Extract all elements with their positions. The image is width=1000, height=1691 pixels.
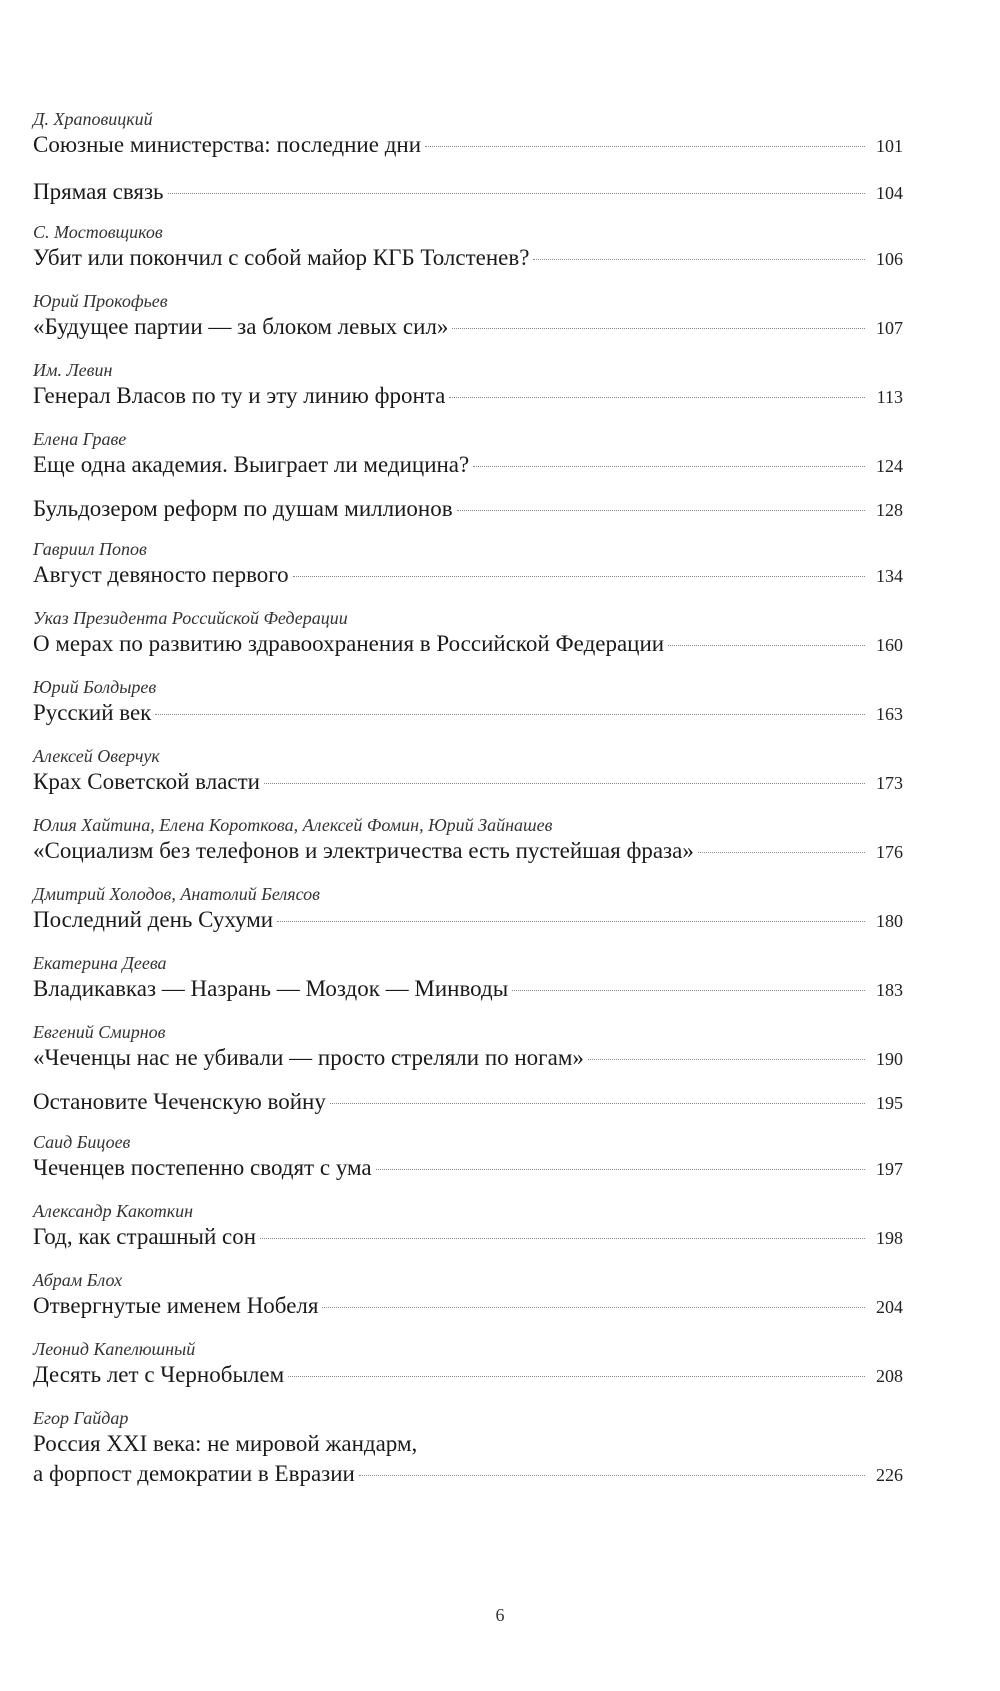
entry-title: Остановите Чеченскую войну	[33, 1089, 326, 1114]
entry-author: Алексей Оверчук	[33, 746, 160, 766]
entry-page: 195	[876, 1093, 903, 1113]
dot-leader	[425, 146, 865, 147]
dot-leader	[260, 1238, 865, 1239]
entry-title: Десять лет с Чернобылем	[33, 1362, 285, 1387]
entry-title: «Чеченцы нас не убивали — просто стреляли по ногам»	[33, 1045, 584, 1070]
dot-leader	[376, 1169, 865, 1170]
toc-entry	[33, 607, 903, 659]
entry-page: 183	[876, 980, 903, 1000]
dot-leader	[473, 466, 865, 467]
entry-author: Гавриил Попов	[33, 539, 147, 559]
entry-author: Елена Граве	[33, 429, 127, 449]
entry-line	[33, 836, 903, 866]
entry-page: 113	[876, 387, 903, 407]
dot-leader	[277, 921, 865, 922]
entry-line	[33, 1291, 903, 1321]
dot-leader	[322, 1307, 865, 1308]
entry-page: 208	[876, 1366, 903, 1386]
entry-page: 128	[876, 500, 903, 520]
entry-page: 106	[876, 249, 903, 269]
entry-author: Леонид Капелюшный	[33, 1339, 196, 1359]
entry-page: 160	[876, 635, 903, 655]
entry-title-line-2: а форпост демократии в Евразии	[33, 1461, 355, 1486]
toc-entry	[33, 177, 903, 207]
entry-line	[33, 767, 903, 797]
entry-line	[33, 243, 903, 273]
entry-line	[33, 1087, 903, 1117]
entry-title: «Будущее партии — за блоком левых сил»	[33, 314, 449, 339]
dot-leader	[588, 1059, 865, 1060]
entry-title: Отвергнутые именем Нобеля	[33, 1293, 319, 1318]
entry-page: 107	[876, 318, 903, 338]
dot-leader	[698, 852, 865, 853]
entry-author: Александр Какоткин	[33, 1201, 194, 1221]
dot-leader	[452, 328, 865, 329]
toc-entry	[33, 1338, 903, 1390]
entry-line	[33, 177, 903, 207]
dot-leader	[330, 1103, 865, 1104]
entry-line	[33, 1043, 903, 1073]
entry-page: 198	[876, 1228, 903, 1248]
entry-author: Юрий Прокофьев	[33, 291, 168, 311]
toc-entry	[33, 494, 903, 524]
entry-title: Крах Советской власти	[33, 769, 260, 794]
entry-author: Указ Президента Российской Федерации	[33, 608, 348, 628]
entry-line	[33, 905, 903, 935]
entry-title: Генерал Власов по ту и эту линию фронта	[33, 383, 446, 408]
entry-author: Екатерина Деева	[33, 953, 167, 973]
toc-entry	[33, 883, 903, 935]
entry-page: 226	[876, 1465, 903, 1485]
toc-entry	[33, 1269, 903, 1321]
entry-author: Дмитрий Холодов, Анатолий Белясов	[33, 884, 320, 904]
entry-line	[33, 698, 903, 728]
dot-leader	[668, 645, 865, 646]
entry-line	[33, 560, 903, 590]
entry-page: 124	[876, 456, 903, 476]
entry-title: «Социализм без телефонов и электричества есть пустейшая фраза»	[33, 838, 694, 863]
entry-line	[33, 312, 903, 342]
toc-entry	[33, 1200, 903, 1252]
entry-title: Чеченцев постепенно сводят с ума	[33, 1155, 372, 1180]
entry-line	[33, 1459, 903, 1489]
entry-title: Год, как страшный сон	[33, 1224, 257, 1249]
toc-entry	[33, 1407, 903, 1489]
entry-title: Союзные министерства: последние дни	[33, 132, 422, 157]
entry-line	[33, 1153, 903, 1183]
dot-leader	[512, 990, 865, 991]
entry-page: 104	[876, 183, 903, 203]
toc-entry	[33, 814, 903, 866]
toc-entry	[33, 952, 903, 1004]
entry-author: Евгений Смирнов	[33, 1022, 166, 1042]
entry-title-line-1: Россия XXI века: не мировой жандарм,	[33, 1431, 418, 1456]
dot-leader	[359, 1475, 865, 1476]
entry-page: 180	[876, 911, 903, 931]
entry-title: Прямая связь	[33, 179, 164, 204]
toc-entry	[33, 108, 903, 160]
entry-title: Последний день Сухуми	[33, 907, 274, 932]
toc-entry	[33, 1087, 903, 1117]
entry-line	[33, 450, 903, 480]
dot-leader	[264, 783, 865, 784]
dot-leader	[449, 397, 865, 398]
entry-title: О мерах по развитию здравоохранения в Российской Федерации	[33, 631, 665, 656]
dot-leader	[533, 259, 865, 260]
entry-author: Абрам Блох	[33, 1270, 123, 1290]
page-number: 6	[495, 1605, 505, 1625]
entry-author: Им. Левин	[33, 360, 113, 380]
entry-title: Русский век	[33, 700, 152, 725]
dot-leader	[293, 576, 865, 577]
entry-line	[33, 974, 903, 1004]
entry-line	[33, 381, 903, 411]
entry-page: 101	[876, 136, 903, 156]
entry-page: 197	[876, 1159, 903, 1179]
entry-title: Бульдозером реформ по душам миллионов	[33, 496, 453, 521]
entry-author: Егор Гайдар	[33, 1408, 129, 1428]
toc-entry	[33, 221, 903, 273]
table-of-contents	[33, 108, 903, 1489]
entry-line	[33, 130, 903, 160]
entry-page: 190	[876, 1049, 903, 1069]
entry-author: Юрий Болдырев	[33, 677, 157, 697]
entry-author: Д. Храповицкий	[33, 109, 153, 129]
dot-leader	[457, 510, 865, 511]
dot-leader	[155, 714, 865, 715]
entry-author: С. Мостовщиков	[33, 222, 163, 242]
toc-entry	[33, 1131, 903, 1183]
entry-line	[33, 494, 903, 524]
toc-entry	[33, 428, 903, 480]
entry-page: 176	[876, 842, 903, 862]
entry-title: Еще одна академия. Выиграет ли медицина?	[33, 452, 470, 477]
entry-page: 204	[876, 1297, 903, 1317]
dot-leader	[168, 193, 865, 194]
toc-entry	[33, 1021, 903, 1073]
entry-title: Убит или покончил с собой майор КГБ Толстенев?	[33, 245, 530, 270]
entry-page: 173	[876, 773, 903, 793]
dot-leader	[288, 1376, 865, 1377]
entry-author: Саид Бицоев	[33, 1132, 131, 1152]
toc-entry	[33, 359, 903, 411]
entry-line	[33, 1222, 903, 1252]
entry-page: 163	[876, 704, 903, 724]
entry-title: Владикавказ — Назрань — Моздок — Минводы	[33, 976, 509, 1001]
toc-entry	[33, 290, 903, 342]
entry-line	[33, 629, 903, 659]
toc-entry	[33, 676, 903, 728]
entry-line	[33, 1360, 903, 1390]
toc-entry	[33, 745, 903, 797]
entry-page: 134	[876, 566, 903, 586]
toc-entry	[33, 538, 903, 590]
entry-title: Август девяносто первого	[33, 562, 289, 587]
entry-author: Юлия Хайтина, Елена Короткова, Алексей Фомин, Юрий Зайнашев	[33, 815, 553, 835]
